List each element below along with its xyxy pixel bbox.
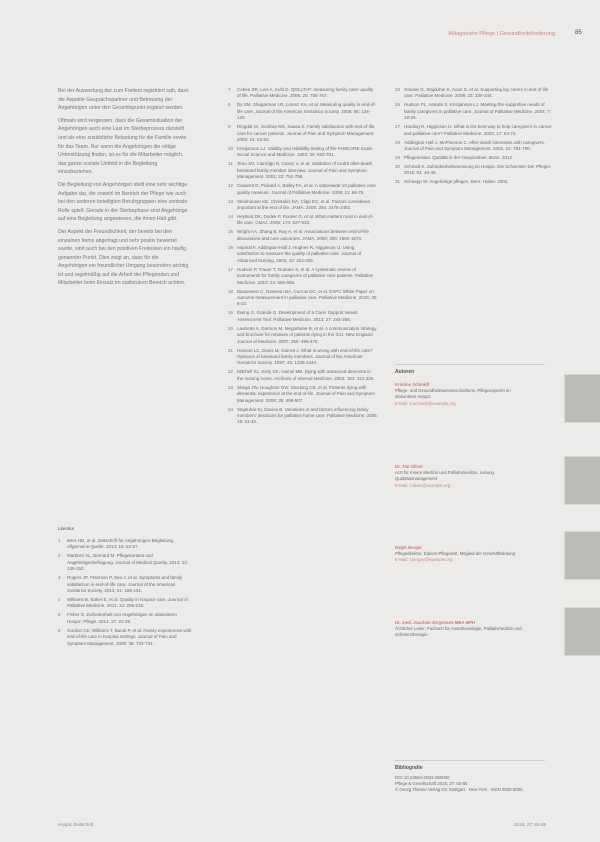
reference-text: Lautrette A, Darmon M, Megarbane B, et al. A communication strategy and brochure for relatives of patients dying in the ICU. New England Journal of Medicine. 2007; 356: 469-478. <box>237 325 377 344</box>
author-name: Kristine Schmidt <box>395 382 430 387</box>
reference-text: Rogers JP, Peterson P, Seo J, et al. Symptoms and family satisfaction in end-of-life care. Journal of the American Geriatrics Society. 2013; 61: 185-191. <box>67 575 183 594</box>
reference-text: Casarett D, Pickard A, Bailey FA, et al. A nationwide VA palliative care quality measure. Journal of Palliative Medicine. 2008; 11: 68-75. <box>237 183 376 195</box>
reference-item <box>228 385 378 404</box>
reference-text: Mitchell SL, Kiely DK, Hamel MB. Dying with advanced dementia in the nursing home. Archives of Internal Medicine. 2004; 164: 321-326. <box>237 369 375 381</box>
reference-item <box>395 179 555 185</box>
reference-item <box>228 267 378 286</box>
reference-item <box>228 326 378 345</box>
reference-number: 23 <box>228 384 234 390</box>
reference-text: Harding R, Higginson IJ. What is the best way to help caregivers in cancer and palliative care? Palliative Medicine. 2003; 17: 63-74. <box>404 124 552 136</box>
reference-number: 8 <box>228 102 231 108</box>
reference-item <box>58 538 193 551</box>
reference-item <box>395 87 555 100</box>
reference-item <box>228 289 378 308</box>
reference-number: 6 <box>58 627 61 633</box>
author-name: Ralph Berger <box>395 545 422 550</box>
author-role: Pflegedirektor, Diplom-Pflegewirt, Mitglied der Geschäftsleitung <box>395 551 516 557</box>
reference-number: 22 <box>228 369 234 375</box>
reference-item <box>58 612 193 625</box>
reference-list-column-2 <box>228 87 378 428</box>
reference-item <box>228 245 378 264</box>
reference-item <box>395 164 555 177</box>
reference-number: 12 <box>228 183 234 189</box>
bibliography-block <box>395 775 555 794</box>
reference-item <box>228 161 378 180</box>
biblio-line: © Georg Thieme Verlag KG Stuttgart · New York · ISSN 0000-0000 <box>395 787 523 793</box>
author-name: Dr. med. Joachim Jörgensen MBA MPH <box>395 620 476 625</box>
footer-citation: 2016; 27: 82-85 <box>514 822 547 827</box>
reference-list-column-3 <box>395 87 555 188</box>
author-role: Ärztlicher Leiter, Facharzt für Anästhesiologie, Palliativmedizin und Schmerztherapie <box>395 626 522 638</box>
reference-text: Steinhauser KE, Christakis NA, Clipp EC, et al. Factors considered important at the end of life. JAMA. 2000; 284: 2476-2482. <box>237 198 371 211</box>
reference-text: Stajduhar KI, Davies B. Variations in and factors influencing family members' decisions for palliative home care. Palliative Medicine. 2005; 19: 21-32. <box>237 406 378 425</box>
reference-text: Teno JM, Clarridge B, Casey V, et al. Validation of toolkit after-death bereaved family member interview. Journal of Pain and Symptom Management. 2001; 22: 752-758. <box>237 161 373 180</box>
reference-item <box>58 553 193 572</box>
reference-number: 28 <box>395 139 401 145</box>
reference-number: 17 <box>228 266 234 272</box>
reference-text: Williams B, Baker E, et al. Quality in hospice care. Journal of Palliative Medicine. 2011; 14: 208-215. <box>67 597 188 609</box>
reference-number: 25 <box>395 87 401 92</box>
reference-item <box>228 183 378 196</box>
author-email[interactable]: E-Mail: k.schmidt@example.org <box>395 400 456 406</box>
reference-item <box>228 310 378 323</box>
reference-text: Bero HD, et al. Zeitschrift für Angehörigen-Begleitung. Allgemeine Quelle. 2014; 16: 52-57. <box>67 538 175 550</box>
author-name: Dr. Tim Oliver <box>395 464 423 469</box>
reference-text: Grande G, Stajduhar K, Aoun S, et al. Supporting lay carers in end of life care. Palliative Medicine. 2009; 23: 339-344. <box>404 87 549 99</box>
reference-number: 29 <box>395 155 401 161</box>
reference-item <box>228 199 378 212</box>
reference-number: 21 <box>228 347 234 353</box>
author-entry <box>395 464 525 489</box>
reference-item <box>228 87 378 100</box>
reference-number: 24 <box>228 406 234 412</box>
reference-text: Shega JW, Hougham GW, Stocking CB, et al. Patients dying with dementia: experience at the end of life. Journal of Pain and Symptom Management. 2008; 35: 499-507. <box>237 384 375 403</box>
reference-number: 27 <box>395 124 401 130</box>
reference-text: Fisher S. Zufriedenheit von Angehörigen im stationären Hospiz. Pflege. 2014; 27: 21-28. <box>67 612 178 624</box>
reference-number: 13 <box>228 198 234 204</box>
reference-item <box>228 214 378 227</box>
reference-number: 14 <box>228 214 234 220</box>
reference-number: 10 <box>228 146 234 152</box>
literature-heading: Literatur <box>58 526 75 531</box>
reference-text: Aspinal F, Addington-Hall J, Hughes R, Higginson IJ. Using satisfaction to measure the quality of palliative care. Journal of Advanced Nursing. 2003; 42: 324-339. <box>237 244 362 263</box>
body-paragraph: Der Aspekt der Freundlichkeit, der bereits bei den einzelnen Items abgefragt und sehr positiv bewertet wurde, sind auch bei den positiven Freitexten ein häufig genannter Punkt. Dies zeigt an, dass für die Angehörigen ein freundlicher Umgang besonders wichtig ist und regelmäßig auf die Arbeit der Pflegenden und Mitarbeiter beim Einsatz im stationären Bereich achten. <box>58 228 189 287</box>
reference-text: Cohen SR, Leis A, Kuhl D. QOLLTI-F: measuring family carer quality of life. Palliative Medicine. 2006; 20: 755-767. <box>237 87 374 99</box>
reference-text: Pflegeinstitut. Qualität in der Hospizarbeit. Bonn. 2012. <box>404 155 514 161</box>
reference-item <box>395 102 555 121</box>
biblio-line: DOI 10.1055/s-0042-000000 <box>395 775 450 780</box>
author-email[interactable]: E-Mail: r.berger@example.org <box>395 557 453 563</box>
reference-number: 19 <box>228 310 234 316</box>
section-divider <box>395 760 545 761</box>
reference-item <box>228 369 378 382</box>
reference-item <box>395 140 555 153</box>
reference-list-column-1 <box>58 538 193 650</box>
reference-text: Bausewein C, Daveson BA, Currow DC, et al. EAPC White Paper on outcome measurement in palliative care. Palliative Medicine. 2016; 30: 6-22. <box>237 288 378 307</box>
reference-text: Hudson P, Trauer T, Graham S, et al. A systematic review of instruments for family caregivers of palliative care patients. Palliative Medicine. 2010; 24: 656-668. <box>237 266 374 285</box>
reference-number: 18 <box>228 288 234 294</box>
bibliography-heading: Bibliografie <box>395 765 423 771</box>
reference-text: Schnepp W. Angehörige pflegen. Bern: Huber. 2002. <box>404 179 509 185</box>
reference-text: Addington-Hall J, McPherson C. After-death interviews with caregivers. Journal of Pain and Symptom Management. 2001; 22: 784-790. <box>404 139 546 152</box>
reference-item <box>395 124 555 137</box>
reference-text: Hudson PL, Aranda S, Kristjanson LJ. Meeting the supportive needs of family caregivers in palliative care. Journal of Palliative Medicine. 2004; 7: 19-25. <box>404 102 551 121</box>
author-entry <box>395 545 525 564</box>
reference-text: Dy SM, Shugarman LR, Lorenz KA, et al. Measuring quality in end-of-life care. Journal of the American Geriatrics Society. 2008; 56: 124-129. <box>237 102 376 121</box>
author-role: Arzt für Innere Medizin und Palliativmedizin, Leitung Qualitätsmanagement <box>395 470 494 482</box>
reference-number: 15 <box>228 229 234 235</box>
page-number: 85 <box>575 30 582 36</box>
reference-number: 11 <box>228 161 233 167</box>
reference-number: 5 <box>58 612 61 618</box>
reference-item <box>58 597 193 610</box>
reference-text: Hanson LC, Danis M, Garrett J. What is wrong with end-of-life care? Opinions of bereaved family members. Journal of the American Geriatrics Society. 1997; 45: 1339-1344. <box>237 347 373 366</box>
reference-number: 3 <box>58 575 61 581</box>
reference-text: Heyland DK, Dodek P, Rocker G, et al. What matters most in end-of-life care. CMAJ. 2006; 174: 627-633. <box>237 214 374 226</box>
body-paragraph: Bei der Auswertung der zum Freitext registriert sah, dass die Aspekte Gesprächspartner und Betreuung der Angehörigen unter den Gesichtspunkt ergänzt werden. <box>58 88 189 112</box>
biblio-line: Pflege & Gesellschaft 2016; 27: 82-85 <box>395 781 468 787</box>
body-text-column <box>58 87 189 292</box>
reference-number: 30 <box>395 164 401 170</box>
author-photo <box>564 531 600 580</box>
section-divider <box>395 364 545 365</box>
reference-item <box>228 407 378 426</box>
reference-item <box>58 628 193 647</box>
author-role: Pflege- und Gesundheitswissenschaftlerin, Pflegeexpertin im stationären Hospiz <box>395 388 511 400</box>
reference-item <box>228 348 378 367</box>
reference-number: 1 <box>58 538 61 543</box>
reference-number: 20 <box>228 325 234 331</box>
reference-item <box>228 146 378 159</box>
reference-text: Ringdal GI, Jordhøy MS, Kaasa S. Family satisfaction with end-of-life care for cancer patients. Journal of Pain and Symptom Management. 2002; 24: 53-63. <box>237 124 375 143</box>
reference-text: Kristjanson LJ. Validity and reliability testing of the FAMCARE Scale. Social Science and Medicine. 1993; 36: 693-701. <box>237 146 374 158</box>
author-photo <box>564 456 600 505</box>
author-photo <box>564 374 600 423</box>
author-email[interactable]: E-Mail: t.oliver@example.org <box>395 482 451 488</box>
reference-item <box>228 124 378 143</box>
reference-number: 26 <box>395 102 401 108</box>
author-entry <box>395 620 525 639</box>
reference-number: 31 <box>395 179 401 185</box>
reference-item <box>228 102 378 121</box>
reference-number: 7 <box>228 87 231 92</box>
reference-text: Wright AA, Zhang B, Ray A, et al. Associations between end-of-life discussions and care outcomes. JAMA. 2008; 300: 1665-1673. <box>237 229 369 241</box>
footer-journal: Hospiz Zeitschrift <box>58 822 94 827</box>
reference-item <box>395 155 555 161</box>
reference-item <box>228 229 378 242</box>
reference-text: Schmidt K. Zufriedenheitsmessung im Hospiz. Die Schwester Der Pfleger. 2015; 54: 40-45. <box>404 164 552 176</box>
reference-text: Gordon CE, Williams T, Bandi P, et al. Family experiences with end-of-life care in hospital settings. Journal of Pain and Symptom Management. 2009; 38: 722-731. <box>67 627 192 646</box>
reference-number: 9 <box>228 124 231 130</box>
body-paragraph: Die Begleitung von Angehörigen stellt eine sehr wichtige Aufgabe dar, die sowohl im Bereich der Pflege wie auch bei den anderen beteiligten Berufsgruppen eine zentrale Rolle spielt. Gerade in der Sterbephase sind Angehörige auf eine Begleitung angewiesen, die ihnen Halt gibt. <box>58 181 188 223</box>
reference-number: 2 <box>58 553 61 559</box>
reference-number: 4 <box>58 597 61 603</box>
reference-text: Martinez AL, Bernard M. Pflegekontext und Angehörigenbefragung. Journal of Medical Quality. 2013; 22: 139-152. <box>67 553 188 572</box>
author-photo <box>564 607 600 656</box>
body-paragraph: Oftmals wird vergessen, dass die Gesamtsituation der Angehörigen auch eine Last im Sterbeprozess darstellt und als eine zusätzliche Belastung für die Familie sowie für das Team. Nur wenn die Angehörigen die nötige Unterstützung finden, ist es für die Mitarbeiter möglich, das ganze soziale Umfeld in die Begleitung einzubeziehen. <box>58 117 187 176</box>
reference-number: 16 <box>228 244 234 250</box>
authors-heading: Autoren <box>395 369 415 375</box>
reference-item <box>58 575 193 594</box>
author-entry <box>395 382 525 407</box>
reference-text: Ewing G, Grande G. Development of a Carer Support Needs Assessment Tool. Palliative Medicine. 2013; 27: 244-256. <box>237 310 358 322</box>
running-header: Alltagsnahe Pflege | Gesundheitsförderung <box>448 31 555 37</box>
